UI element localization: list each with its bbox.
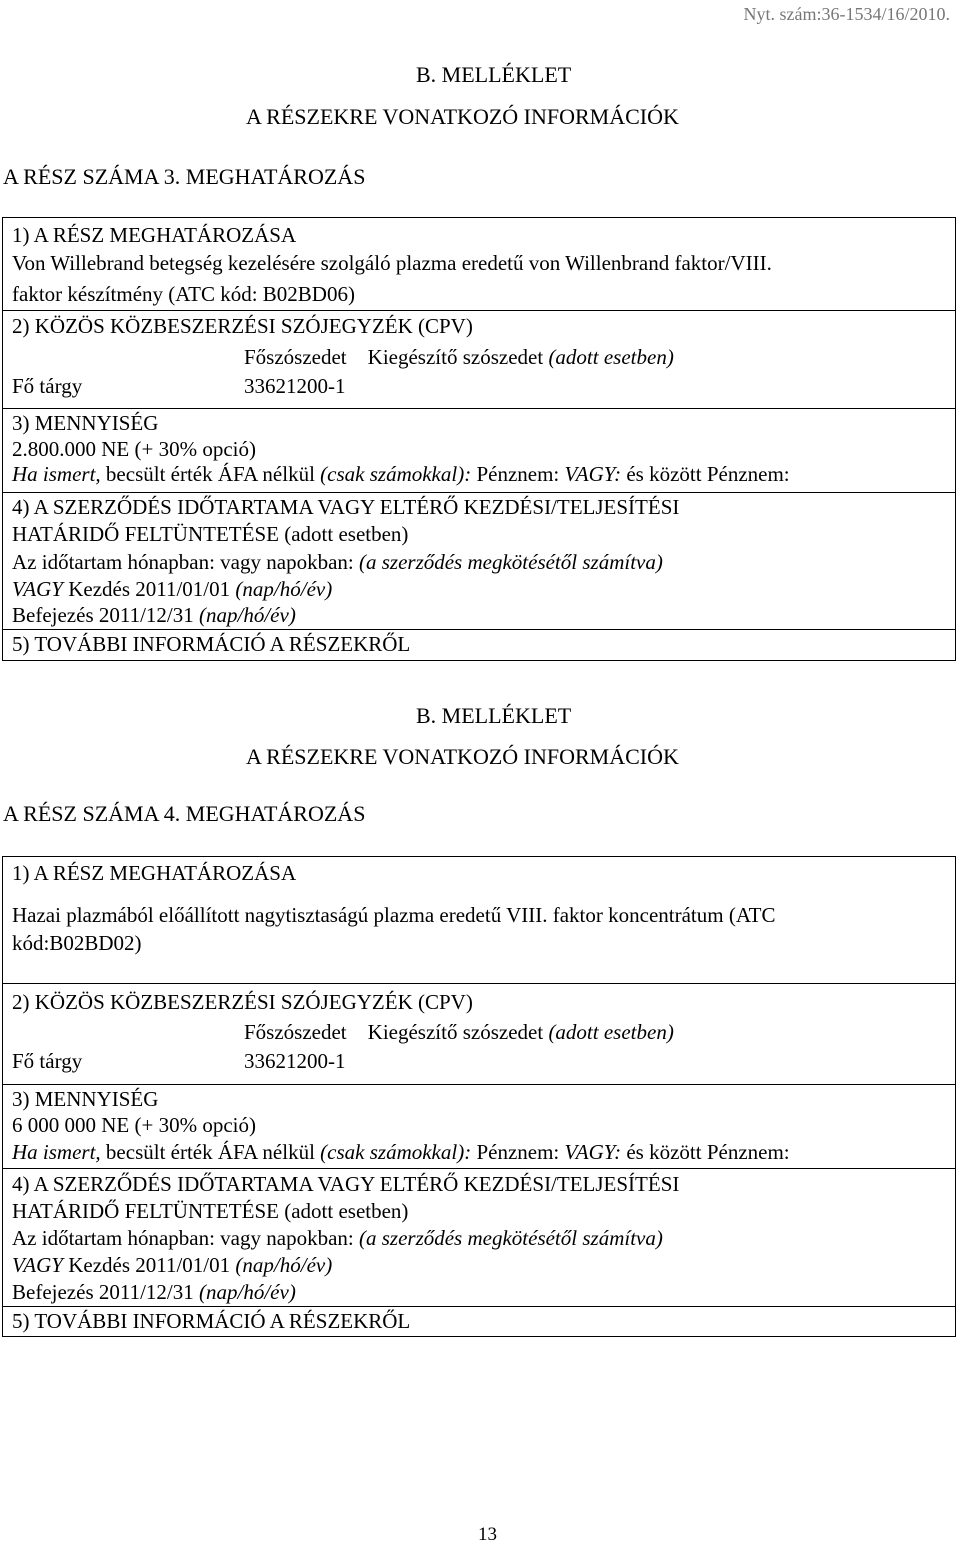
section-1-row xyxy=(3,857,955,983)
section-1-heading: 1) A RÉSZ MEGHATÁROZÁSA xyxy=(12,861,297,885)
value-if-known: Ha ismert, xyxy=(12,462,101,486)
start-date-line xyxy=(12,577,332,602)
section-1-heading: 1) A RÉSZ MEGHATÁROZÁSA xyxy=(12,223,297,247)
start-date: Kezdés 2011/01/01 xyxy=(68,1253,231,1277)
end-date-line xyxy=(12,1280,296,1305)
duration-label: Az időtartam hónapban: vagy napokban: xyxy=(12,1226,354,1250)
cpv-main-code: 33621200-1 xyxy=(244,374,346,398)
date-format-note: (nap/hó/év) xyxy=(235,577,333,601)
end-date-line xyxy=(12,603,296,628)
section-4-note: (adott esetben) xyxy=(284,1199,409,1223)
duration-line xyxy=(12,1226,663,1251)
estimated-value-line xyxy=(12,462,790,487)
cpv-main-object-label: Fő tárgy xyxy=(12,374,83,398)
section-4-heading-line-2 xyxy=(12,522,408,547)
cpv-supp-vocab-label: Kiegészítő szószedet xyxy=(367,345,544,369)
value-estimate-label: becsült érték ÁFA nélkül xyxy=(105,1140,315,1164)
section-4-heading-line-1: 4) A SZERZŐDÉS IDŐTARTAMA VAGY ELTÉRŐ KEZDÉSI/TELJESÍTÉSI xyxy=(12,495,680,519)
section-3-row xyxy=(3,1084,955,1169)
part-description-line-1: Hazai plazmából előállított nagytisztaságú plazma eredetű VIII. faktor koncentrátum (ATC xyxy=(12,903,776,927)
section-5-heading: 5) TOVÁBBI INFORMÁCIÓ A RÉSZEKRŐL xyxy=(12,1309,411,1333)
end-date: Befejezés 2011/12/31 xyxy=(12,603,194,627)
cpv-supp-note: (adott esetben) xyxy=(548,1020,674,1044)
part-4-form-box xyxy=(2,856,956,1337)
value-numbers-only-note: (csak számokkal): xyxy=(320,462,472,486)
currency-label: Pénznem: xyxy=(476,1140,560,1164)
quantity-value: 2.800.000 NE (+ 30% opció) xyxy=(12,437,256,461)
value-if-known: Ha ismert, xyxy=(12,1140,101,1164)
part-heading: A RÉSZ SZÁMA 4. MEGHATÁROZÁS xyxy=(3,801,366,826)
section-5-row xyxy=(3,1306,955,1337)
end-date: Befejezés 2011/12/31 xyxy=(12,1280,194,1304)
date-format-note: (nap/hó/év) xyxy=(199,603,296,627)
cpv-supp-note: (adott esetben) xyxy=(548,345,674,369)
cpv-main-code: 33621200-1 xyxy=(244,1049,346,1073)
or-label: VAGY xyxy=(12,577,63,601)
date-format-note: (nap/hó/év) xyxy=(199,1280,296,1304)
section-4-heading-line-1: 4) A SZERZŐDÉS IDŐTARTAMA VAGY ELTÉRŐ KEZDÉSI/TELJESÍTÉSI xyxy=(12,1172,680,1196)
part-heading: A RÉSZ SZÁMA 3. MEGHATÁROZÁS xyxy=(3,164,366,189)
annex-title: B. MELLÉKLET xyxy=(416,62,572,87)
cpv-main-object-label: Fő tárgy xyxy=(12,1049,83,1073)
duration-note: (a szerződés megkötésétől számítva) xyxy=(358,550,663,574)
section-2-heading: 2) KÖZÖS KÖZBESZERZÉSI SZÓJEGYZÉK (CPV) xyxy=(12,314,473,338)
cpv-supp-vocab-label: Kiegészítő szószedet xyxy=(367,1020,544,1044)
duration-note: (a szerződés megkötésétől számítva) xyxy=(358,1226,663,1250)
section-1-row-cont xyxy=(3,284,955,310)
section-5-row xyxy=(3,629,955,661)
duration-line xyxy=(12,550,663,575)
part-description-line-1: Von Willebrand betegség kezelésére szolgáló plazma eredetű von Willenbrand faktor/VIII. xyxy=(12,251,772,275)
cpv-main-vocab-label: Főszószedet xyxy=(244,345,347,369)
value-numbers-only-note: (csak számokkal): xyxy=(320,1140,472,1164)
section-4-note: (adott esetben) xyxy=(284,522,409,546)
cpv-header-row xyxy=(244,1020,674,1045)
or-label: VAGY: xyxy=(564,462,622,486)
annex-subtitle: A RÉSZEKRE VONATKOZÓ INFORMÁCIÓK xyxy=(246,104,679,129)
quantity-value: 6 000 000 NE (+ 30% opció) xyxy=(12,1113,256,1137)
section-4-row xyxy=(3,492,955,630)
section-3-row xyxy=(3,408,955,493)
estimated-value-line xyxy=(12,1140,790,1165)
value-estimate-label: becsült érték ÁFA nélkül xyxy=(105,462,315,486)
section-2-row xyxy=(3,983,955,1085)
part-3-form-box xyxy=(2,217,956,661)
section-2-row xyxy=(3,310,955,409)
cpv-header-row xyxy=(244,345,674,370)
or-label: VAGY: xyxy=(564,1140,622,1164)
range-currency-label: és között Pénznem: xyxy=(626,1140,790,1164)
section-4-row xyxy=(3,1168,955,1307)
annex-title: B. MELLÉKLET xyxy=(416,703,572,728)
page-number: 13 xyxy=(478,1524,497,1545)
section-5-heading: 5) TOVÁBBI INFORMÁCIÓ A RÉSZEKRŐL xyxy=(12,632,411,656)
cpv-main-vocab-label: Főszószedet xyxy=(244,1020,347,1044)
start-date: Kezdés 2011/01/01 xyxy=(68,577,231,601)
section-4-heading-tail: HATÁRIDŐ FELTÜNTETÉSE xyxy=(12,1199,279,1223)
start-date-line xyxy=(12,1253,332,1278)
currency-label: Pénznem: xyxy=(476,462,560,486)
duration-label: Az időtartam hónapban: vagy napokban: xyxy=(12,550,354,574)
document-reference-number: Nyt. szám:36-1534/16/2010. xyxy=(743,4,950,24)
section-1-row xyxy=(3,218,955,284)
date-format-note: (nap/hó/év) xyxy=(235,1253,333,1277)
part-description-line-2: kód:B02BD02) xyxy=(12,931,142,955)
section-3-heading: 3) MENNYISÉG xyxy=(12,411,159,435)
or-label: VAGY xyxy=(12,1253,63,1277)
section-4-heading-tail: HATÁRIDŐ FELTÜNTETÉSE xyxy=(12,522,279,546)
section-4-heading-line-2 xyxy=(12,1199,408,1224)
section-3-heading: 3) MENNYISÉG xyxy=(12,1087,159,1111)
part-description-line-2: faktor készítmény (ATC kód: B02BD06) xyxy=(12,282,355,306)
section-2-heading: 2) KÖZÖS KÖZBESZERZÉSI SZÓJEGYZÉK (CPV) xyxy=(12,990,473,1014)
annex-subtitle: A RÉSZEKRE VONATKOZÓ INFORMÁCIÓK xyxy=(246,744,679,769)
range-currency-label: és között Pénznem: xyxy=(626,462,790,486)
